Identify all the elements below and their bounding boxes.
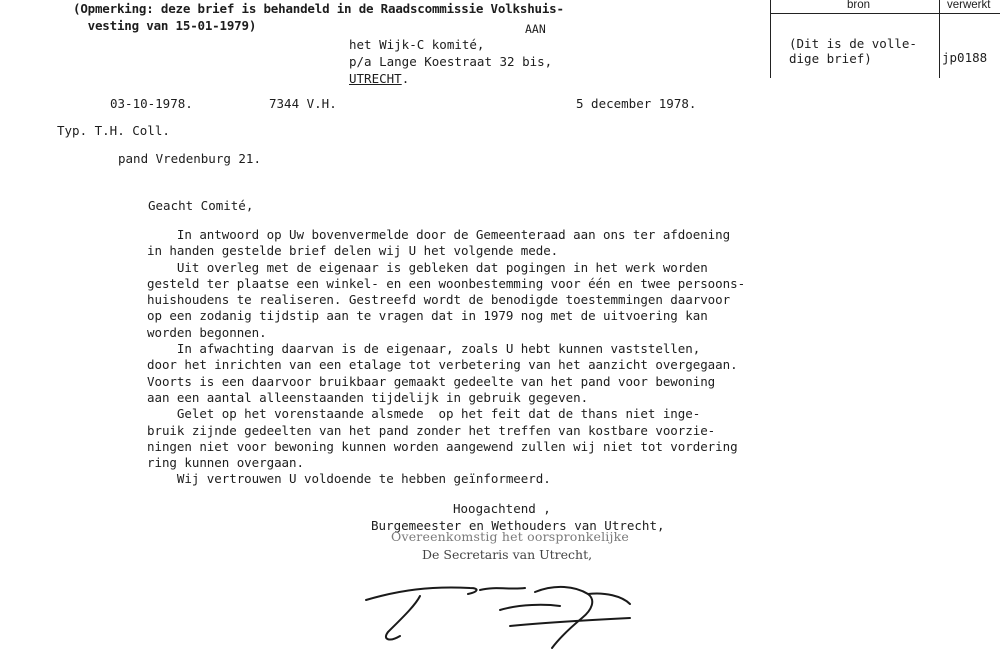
body-line: worden begonnen. <box>147 324 267 340</box>
body-line: gesteld ter plaatse een winkel- en een woonbestemming voor één en twee persoons- <box>147 275 746 291</box>
body-line: In antwoord op Uw bovenvermelde door de Gemeenteraad aan ons ter afdoening <box>147 227 731 242</box>
recipient-address <box>349 36 552 87</box>
body-line: ningen niet voor bewoning kunnen worden aangewend zullen wij niet tot vordering <box>147 438 738 454</box>
body-line: door het inrichten van een etalage tot verbetering van het aanzicht overgegaan. <box>147 357 738 373</box>
body-line: bruik zijnde gedeelten van het pand zonder het treffen van kostbare voorzie- <box>147 422 716 438</box>
remark-line-1: (Opmerking: deze brief is behandeld in de Raadscommissie Volkshuis- <box>73 1 564 16</box>
body-line: aan een aantal alleenstaanden tijdelijk in gebruik gegeven. <box>147 389 589 405</box>
recipient-label: AAN <box>525 22 546 36</box>
body-line: ring kunnen overgaan. <box>147 455 304 471</box>
letter-date: 5 december 1978. <box>576 96 697 111</box>
table-header-verwerkt: verwerkt <box>947 0 991 11</box>
handwritten-signature <box>360 570 680 649</box>
address-city: UTRECHT <box>349 71 402 86</box>
address-line-2: p/a Lange Koestraat 32 bis, <box>349 54 553 69</box>
reference-date: 03-10-1978. <box>110 96 193 111</box>
closing-signatories: Burgemeester en Wethouders van Utrecht, <box>371 518 665 533</box>
subject-line: pand Vredenburg 21. <box>118 151 261 166</box>
body-line: Uit overleg met de eigenaar is gebleken dat pogingen in het werk worden <box>147 259 708 275</box>
body-line: op een zodanig tijdstip aan te vragen dat in 1979 nog met de uitvoering kan <box>147 308 708 324</box>
address-line-1: het Wijk-C komité, <box>349 37 485 52</box>
body-line: huishoudens te realiseren. Gestreefd wordt de benodigde toestemmingen daarvoor <box>147 292 731 308</box>
table-note: (Dit is de volle- dige brief) <box>789 36 917 66</box>
body-line: Wij vertrouwen U voldoende te hebben geïnformeerd. <box>147 471 551 487</box>
remark-line-2: vesting van 15-01-1979) <box>73 18 257 33</box>
letter-body <box>147 227 745 488</box>
salutation: Geacht Comité, <box>148 198 254 213</box>
remark-note <box>73 0 564 34</box>
body-line: Voorts is een daarvoor bruikbaar gemaakt gedeelte van het pand voor bewoning <box>147 373 716 389</box>
typist-line: Typ. T.H. Coll. <box>57 123 170 138</box>
body-line: in handen gestelde brief delen wij U het volgende mede. <box>147 243 559 259</box>
stamp-line-2: De Secretaris van Utrecht, <box>422 547 593 562</box>
table-column-divider <box>939 0 940 78</box>
stamp-line-1: Overeenkomstig het oorspronkelijke <box>391 529 629 544</box>
reference-number: 7344 V.H. <box>269 96 337 111</box>
body-line: In afwachting daarvan is de eigenaar, zoals U hebt kunnen vaststellen, <box>147 341 701 357</box>
source-table <box>770 0 1000 78</box>
address-city-suffix: . <box>401 71 410 86</box>
closing-greeting: Hoogachtend , <box>453 501 551 516</box>
body-line: Gelet op het vorenstaande alsmede op het feit dat de thans niet inge- <box>147 406 701 422</box>
table-code: jp0188 <box>942 50 988 65</box>
table-header-bron: bron <box>847 0 871 11</box>
table-header-divider <box>771 13 1000 14</box>
